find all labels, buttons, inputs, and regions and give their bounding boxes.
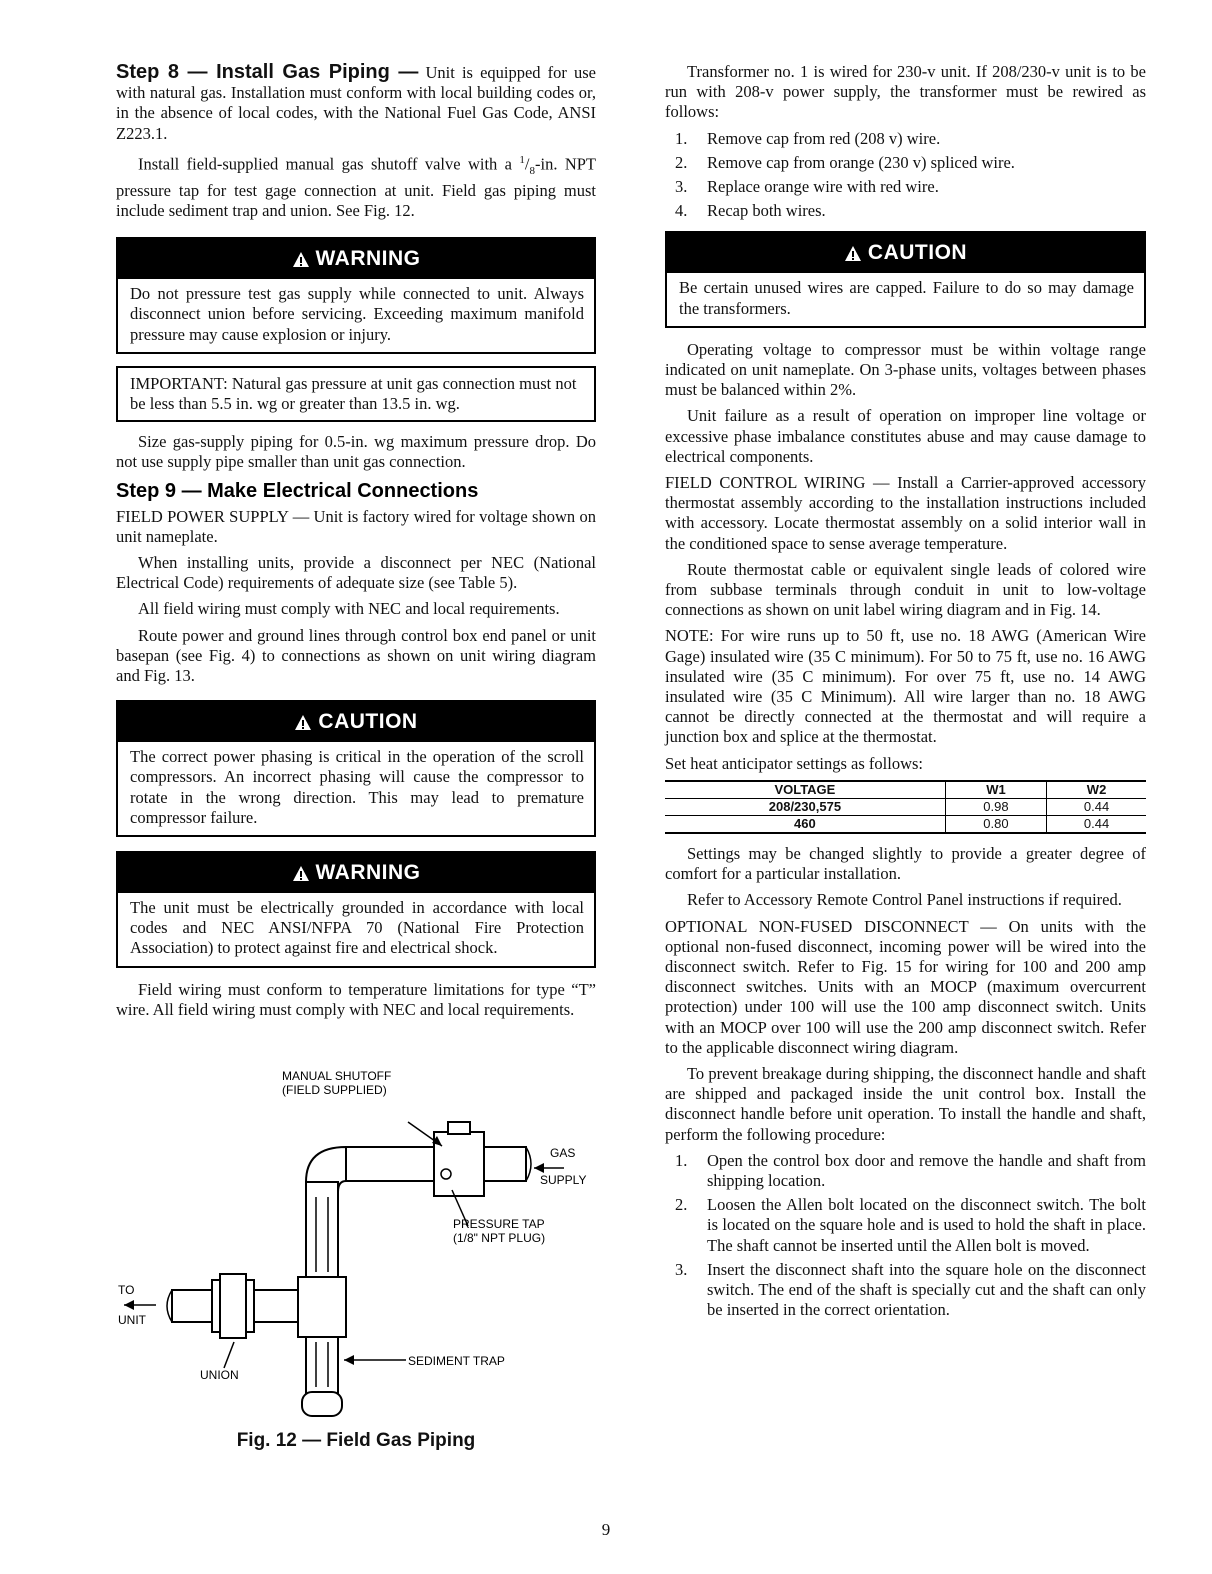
warning-triangle-icon bbox=[844, 245, 862, 262]
unit-failure-paragraph: Unit failure as a result of operation on improper line voltage or excessive phase imbalance constitutes abuse and may cause damage to electrical components. bbox=[665, 406, 1146, 466]
install-handle-procedure bbox=[665, 1151, 1146, 1321]
operating-voltage-paragraph: Operating voltage to compressor must be within voltage range indicated on unit nameplate. On 3-phase units, voltages between phases must be balanced within 2%. bbox=[665, 339, 1146, 400]
install-valve-paragraph: Install field-supplied manual gas shutoff valve with a $^1/_8-in$. NPT pressure tap for test gage connection at unit. Field gas piping must include sediment trap and union. See Fig. 12. bbox=[116, 153, 596, 221]
caution-text: Be certain unused wires are capped. Failure to do so may damage the transformers. bbox=[679, 278, 1134, 318]
label-supply: SUPPLY bbox=[540, 1173, 587, 1187]
list-item: 3. Insert the disconnect shaft into the square hole on the disconnect switch. The end of the shaft is specially cut and the shaft can only be inserted in the correct orientation. bbox=[675, 1259, 1146, 1320]
label-gas: GAS bbox=[550, 1146, 576, 1160]
list-item: 2. Remove cap from orange (230 v) spliced wire. bbox=[675, 152, 1015, 172]
list-item: 4. Recap both wires. bbox=[675, 201, 826, 221]
label-npt-plug: (1/8" NPT PLUG) bbox=[453, 1231, 546, 1245]
step8-heading: Step 8 — Install Gas Piping — bbox=[116, 61, 419, 83]
size-piping-paragraph: Size gas-supply piping for 0.5-in. wg maximum pressure drop. Do not use supply pipe smaller than unit gas connection. bbox=[116, 432, 596, 472]
warning-triangle-icon bbox=[292, 865, 310, 882]
gas-piping-figure bbox=[116, 1022, 596, 1452]
label-to: TO bbox=[118, 1283, 135, 1297]
label-unit: UNIT bbox=[118, 1313, 146, 1327]
page-number: 9 bbox=[601, 1520, 611, 1539]
label-field-supplied: (FIELD SUPPLIED) bbox=[282, 1083, 387, 1097]
important-note: IMPORTANT: Natural gas pressure at unit gas connection must not be less than 5.5 in. wg or greater than 13.5 in. wg. bbox=[116, 366, 596, 422]
settings-paragraph: Settings may be changed slightly to provide a greater degree of comfort for a particular installation. bbox=[665, 843, 1146, 884]
note-paragraph: NOTE: For wire runs up to 50 ft, use no. 18 AWG (American Wire Gage) insulated wire (35 C minimum). For 50 to 75 ft, use no. 16 AWG insulated wire (35 C minimum). For over 75 ft, use no. 14 AWG insulated wire (35 C Minimum). All wire larger than no. 18 AWG cannot be directly connected at the thermostat and will require a junction box and splice at the thermostat. bbox=[665, 626, 1146, 747]
table-row: 208/230,575 0.98 0.44 bbox=[665, 798, 1146, 815]
list-item: 1. Open the control box door and remove the handle and shaft from shipping location. bbox=[675, 1150, 1146, 1190]
warning-header: WARNING bbox=[118, 239, 594, 279]
rewire-steps-list bbox=[665, 129, 1146, 222]
figure-caption: Fig. 12 — Field Gas Piping bbox=[236, 1430, 476, 1451]
step8-paragraph: Step 8 — Install Gas Piping — Unit is equipped for use with natural gas. Installation must conform with local building codes or, in the absence of local codes, with the National Fuel Gas Code, ANSI Z223.1. bbox=[116, 61, 596, 143]
caution-text: The correct power phasing is critical in the operation of the scroll compressors. An incorrect phasing will cause the compressor to rotate in the wrong direction. This may lead to premature compressor failure. bbox=[130, 747, 584, 827]
label-sediment-trap: SEDIMENT TRAP bbox=[408, 1354, 505, 1368]
warning-triangle-icon bbox=[292, 251, 310, 268]
prevent-breakage-paragraph: To prevent breakage during shipping, the disconnect handle and shaft are shipped and packaged inside the unit control box. Install the disconnect handle before unit operation. To install the handle and shaft, perform the following procedure: bbox=[665, 1063, 1146, 1144]
label-union: UNION bbox=[200, 1368, 239, 1382]
field-power-paragraph: FIELD POWER SUPPLY — Unit is factory wired for voltage shown on unit nameplate. bbox=[116, 506, 596, 546]
warning-box-ground bbox=[116, 851, 596, 968]
list-item: 2. Loosen the Allen bolt located on the disconnect switch. The bolt is located on the square hole and is used to hold the shaft in place. The shaft cannot be inserted until the Allen bolt is moved. bbox=[675, 1195, 1146, 1255]
field-wiring-paragraph: Field wiring must conform to temperature limitations for type “T” wire. All field wiring must comply with NEC and local requirements. bbox=[116, 979, 596, 1019]
route-thermostat-paragraph: Route thermostat cable or equivalent single leads of colored wire from subbase terminals through conduit in unit to low-voltage connections as shown on unit label wiring diagram and in Fig. 14. bbox=[665, 559, 1146, 620]
step9-heading: Step 9 — Make Electrical Connections bbox=[116, 479, 479, 502]
left-column bbox=[116, 62, 596, 1026]
table-header: W2 bbox=[1047, 781, 1146, 799]
label-manual-shutoff: MANUAL SHUTOFF bbox=[282, 1069, 392, 1083]
label-pressure-tap: PRESSURE TAP bbox=[453, 1217, 545, 1231]
caution-box-phasing bbox=[116, 700, 596, 837]
table-header: W1 bbox=[945, 781, 1046, 799]
caution-header: CAUTION bbox=[667, 233, 1144, 273]
nec-paragraph: All field wiring must comply with NEC and local requirements. bbox=[138, 599, 560, 619]
warning-text: The unit must be electrically grounded in accordance with local codes and NEC ANSI/NFPA 70 (National Fire Protection Association) to protect against fire and electrical shock. bbox=[130, 898, 584, 958]
field-control-paragraph: FIELD CONTROL WIRING — Install a Carrier-approved accessory thermostat assembly according to the installation instructions included with accessory. Locate thermostat assembly on a solid interior wall in the conditioned space to sense average temperature. bbox=[665, 473, 1146, 553]
list-item: 3. Replace orange wire with red wire. bbox=[675, 177, 939, 197]
heat-anticipator-table bbox=[665, 780, 1146, 834]
table-header: VOLTAGE bbox=[665, 781, 945, 799]
list-item: 1. Remove cap from red (208 v) wire. bbox=[675, 128, 941, 148]
table-row: 460 0.80 0.44 bbox=[665, 815, 1146, 833]
route-power-paragraph: Route power and ground lines through control box end panel or unit basepan (see Fig. 4) to connections as shown on unit wiring diagram and Fig. 13. bbox=[116, 625, 596, 686]
caution-header: CAUTION bbox=[118, 702, 594, 742]
refer-paragraph: Refer to Accessory Remote Control Panel instructions if required. bbox=[687, 890, 1122, 910]
caution-box-wires bbox=[665, 231, 1146, 327]
transformer-paragraph: Transformer no. 1 is wired for 230-v unit. If 208/230-v unit is to be run with 208-v power supply, the transformer must be rewired as follows: bbox=[665, 62, 1146, 122]
warning-box-gas bbox=[116, 237, 596, 354]
warning-header: WARNING bbox=[118, 853, 594, 893]
optional-disconnect-paragraph: OPTIONAL NON-FUSED DISCONNECT — On units with the optional non-fused disconnect, incoming power will be wired into the disconnect switch. Refer to Fig. 15 for wiring for 100 and 200 amp disconnect switches. Units with an MOCP (maximum overcurrent protection) under 100 will use the 100 amp disconnect switch. Units with an MOCP over 100 will use the 200 amp disconnect switch. Refer to the applicable disconnect wiring diagram. bbox=[665, 916, 1146, 1057]
warning-text: Do not pressure test gas supply while connected to unit. Always disconnect union before servicing. Exceeding maximum manifold pressure may cause explosion or injury. bbox=[130, 284, 584, 344]
set-heat-paragraph: Set heat anticipator settings as follows: bbox=[665, 753, 923, 773]
disconnect-paragraph: When installing units, provide a disconnect per NEC (National Electrical Code) requirements of adequate size (see Table 5). bbox=[116, 553, 596, 593]
right-column bbox=[665, 62, 1146, 1326]
gas-piping-diagram bbox=[116, 1022, 596, 1432]
warning-triangle-icon bbox=[294, 714, 312, 731]
